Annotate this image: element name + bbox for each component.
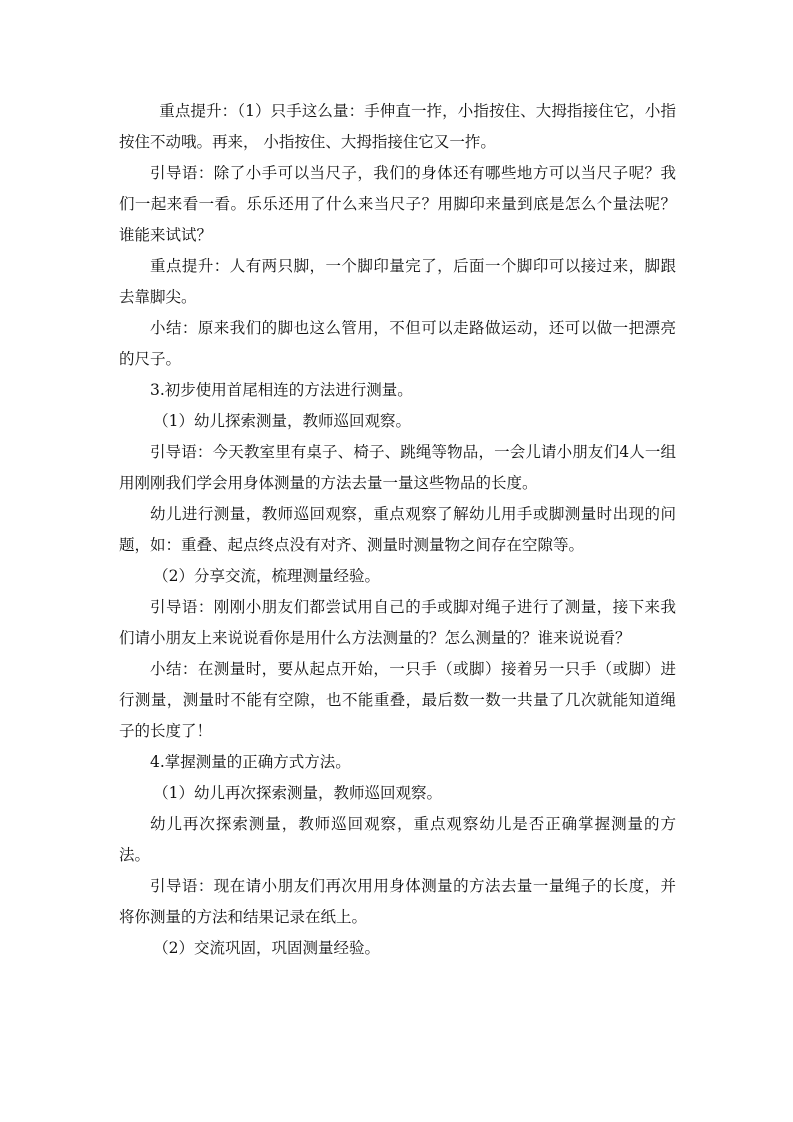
paragraph-summary-measure: 小结：在测量时，要从起点开始，一只手（或脚）接着另一只手（或脚）进行测量，测量时不能有空隙，也不能重叠，最后数一数一共量了几次就能知道绳子的长度了！ xyxy=(119,660,676,740)
paragraph-key-point-foot: 重点提升：人有两只脚，一个脚印量完了，后面一个脚印可以接过来，脚跟去靠脚尖。 xyxy=(119,257,676,306)
paragraph-guide-classroom: 引导语：今天教室里有桌子、椅子、跳绳等物品，一会儿请小朋友们4人一组用刚刚我们学会用身体测量的方法去量一量这些物品的长度。 xyxy=(119,443,676,492)
paragraph-observation: 幼儿进行测量，教师巡回观察，重点观察了解幼儿用手或脚测量时出现的问题，如：重叠、起点终点没有对齐、测量时测量物之间存在空隙等。 xyxy=(119,505,676,554)
subheading-3-2: （2）分享交流，梳理测量经验。 xyxy=(153,567,380,585)
paragraph-guide-share: 引导语：刚刚小朋友们都尝试用自己的手或脚对绳子进行了测量，接下来我们请小朋友上来说说看你是用什么方法测量的？怎么测量的？谁来说说看？ xyxy=(119,598,676,647)
section-heading-4: 4.掌握测量的正确方式方法。 xyxy=(150,753,351,771)
paragraph-guide-body-ruler: 引导语：除了小手可以当尺子，我们的身体还有哪些地方可以当尺子呢？我们一起来看一看。乐乐还用了什么来当尺子？用脚印来量到底是怎么个量法呢？谁能来试试？ xyxy=(119,164,676,244)
document-body xyxy=(119,96,676,964)
paragraph-key-point-hand: 重点提升：（1）只手这么量：手伸直一拃，小指按住、大拇指接住它，小指按住不动哦。再来， 小指按住、大拇指接住它又一拃。 xyxy=(119,102,676,151)
subheading-4-2: （2）交流巩固，巩固测量经验。 xyxy=(153,939,380,957)
subheading-4-1: （1）幼儿再次探索测量，教师巡回观察。 xyxy=(153,784,442,802)
paragraph-observation-again: 幼儿再次探索测量，教师巡回观察，重点观察幼儿是否正确掌握测量的方法。 xyxy=(119,815,676,864)
paragraph-summary-foot: 小结：原来我们的脚也这么管用，不但可以走路做运动，还可以做一把漂亮的尺子。 xyxy=(119,319,676,368)
paragraph-guide-record: 引导语：现在请小朋友们再次用用身体测量的方法去量一量绳子的长度，并将你测量的方法和结果记录在纸上。 xyxy=(119,877,676,926)
section-heading-3: 3.初步使用首尾相连的方法进行测量。 xyxy=(150,381,413,399)
subheading-3-1: （1）幼儿探索测量，教师巡回观察。 xyxy=(153,412,411,430)
